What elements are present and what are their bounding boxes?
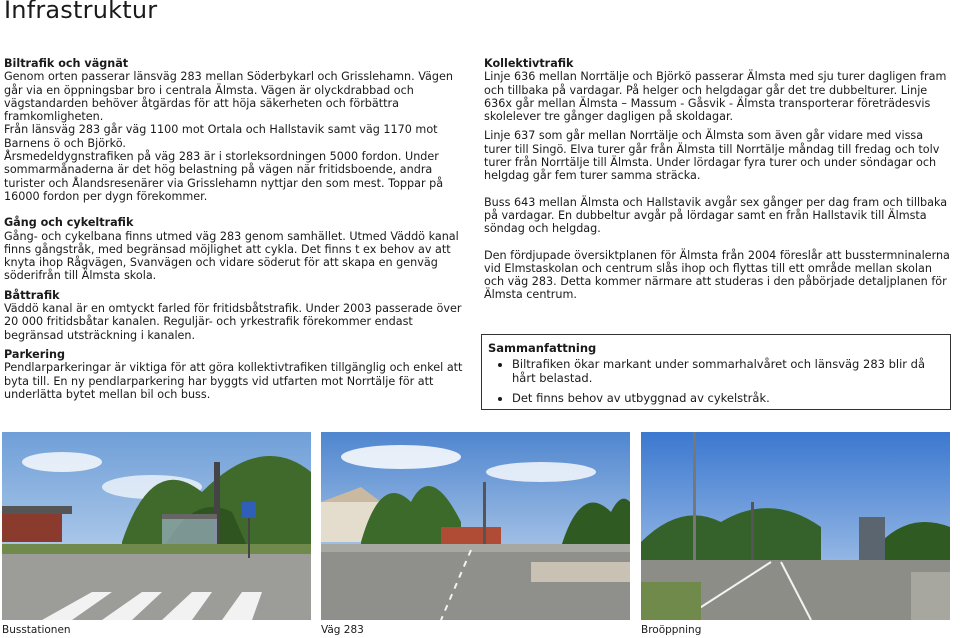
caption-bus-station: Busstationen: [2, 624, 71, 636]
traffic-heading: Biltrafik och vägnät: [4, 57, 129, 70]
transit-paragraph-4: Den fördjupade översiktplanen för Älmsta från 2004 föreslår att busstermninalerna vid Elmstaskolan och centrum slås ihop och flyttas till ett område mellan skolan och väg 283. Detta kommer närmare att studeras i den påbörjade detaljplanen för Älmsta centrum.: [484, 248, 950, 302]
summary-item: • Biltrafiken ökar markant under sommarhalvåret och länsväg 283 blir då hårt belastad.: [512, 357, 944, 385]
parking-paragraph: Pendlarparkeringar är viktiga för att göra kollektivtrafiken tillgänglig och enkel att byta till. En ny pendlarparkering har byggts vid utfarten mot Norrtälje för att underlätta bytet mellan bil och buss.: [4, 361, 463, 401]
summary-item: • Det finns behov av utbyggnad av cykelstråk.: [512, 391, 944, 405]
transit-paragraph-2: Linje 637 som går mellan Norrtälje och Älmsta som även går vidare med vissa turer till Singö. Elva turer går från Älmsta till Norrtälje måndag till fredag och tolv turer från Norrtälje till Älmsta. Under lördagar fyra turer och under söndagar och helgdag går fem turer samma sträcka.: [484, 129, 940, 183]
transit-paragraph-1: Linje 636 mellan Norrtälje och Björkö passerar Älmsta med sju turer dagligen fram och tillbaka på vardagar. På helger och helgdagar går det tre dubbelturer. Linje 636x går mellan Älmsta – Massum - Gåsvik - Älmsta transporterar företrädesvis skolelever tre gånger dagligen på skoldagar.: [484, 70, 947, 124]
traffic-paragraph-1: Genom orten passerar länsväg 283 mellan Söderbykarl och Grisslehamn. Vägen går via en öppningsbar bro i centrala Älmsta. Vägen är olyckdrabbad och vägstandarden behöver åtgärdas för att höja säkerheten och förbättra framkomligheten.: [4, 70, 453, 124]
transit-heading: Kollektivtrafik: [484, 57, 574, 70]
traffic-paragraph-2: Från länsväg 283 går väg 1100 mot Ortala och Hallstavik samt väg 1170 mot Barnens ö och Björkö.: [4, 123, 438, 150]
transit-paragraph-3: Buss 643 mellan Älmsta och Hallstavik avgår sex gånger per dag fram och tillbaka på vardagar. En dubbeltur avgår på lördagar samt en från Hallstavik till Älmsta söndag och helgdag.: [484, 195, 948, 236]
summary-heading: Sammanfattning: [488, 341, 597, 355]
right-column: [484, 57, 952, 302]
parking-heading: Parkering: [4, 347, 66, 361]
page-title: Infrastruktur: [4, 0, 158, 24]
left-column: [4, 57, 468, 401]
walk-paragraph: Gång- och cykelbana finns utmed väg 283 genom samhället. Utmed Väddö kanal finns gångstråk, med begränsad möjlighet att cykla. Det finns t ex behov av att knyta ihop Rågvägen, Svanvägen och vidare söderut för att skapa en genväg söderifrån till Älmsta skola.: [4, 229, 459, 283]
caption-road-283: Väg 283: [321, 624, 364, 636]
photo-road-283: [321, 432, 630, 620]
walk-heading: Gång och cykeltrafik: [4, 216, 134, 230]
summary-box: [481, 334, 951, 410]
photo-bridge-opening: [641, 432, 950, 620]
summary-list: [488, 357, 944, 405]
boat-heading: Båttrafik: [4, 288, 60, 302]
photo-bus-station: [2, 432, 311, 620]
traffic-paragraph-3: Årsmedeldygnstrafiken på väg 283 är i storleksordningen 5000 fordon. Under sommarmånaderna är det hög belastning på vägen när fritidsboende, andra turister och Ålandsresenärer via Grisslehamn nyttjar den som mest. Toppar på 16000 fordon per dygn förekommer.: [4, 150, 444, 203]
boat-paragraph: Väddö kanal är en omtyckt farled för fritidsbåtstrafik. Under 2003 passerade över 20 000 fritidsbåtar kanalen. Reguljär- och yrkestrafik förekommer endast begränsad utsträckning i kanalen.: [4, 302, 462, 342]
caption-bridge-opening: Broöppning: [641, 624, 702, 636]
